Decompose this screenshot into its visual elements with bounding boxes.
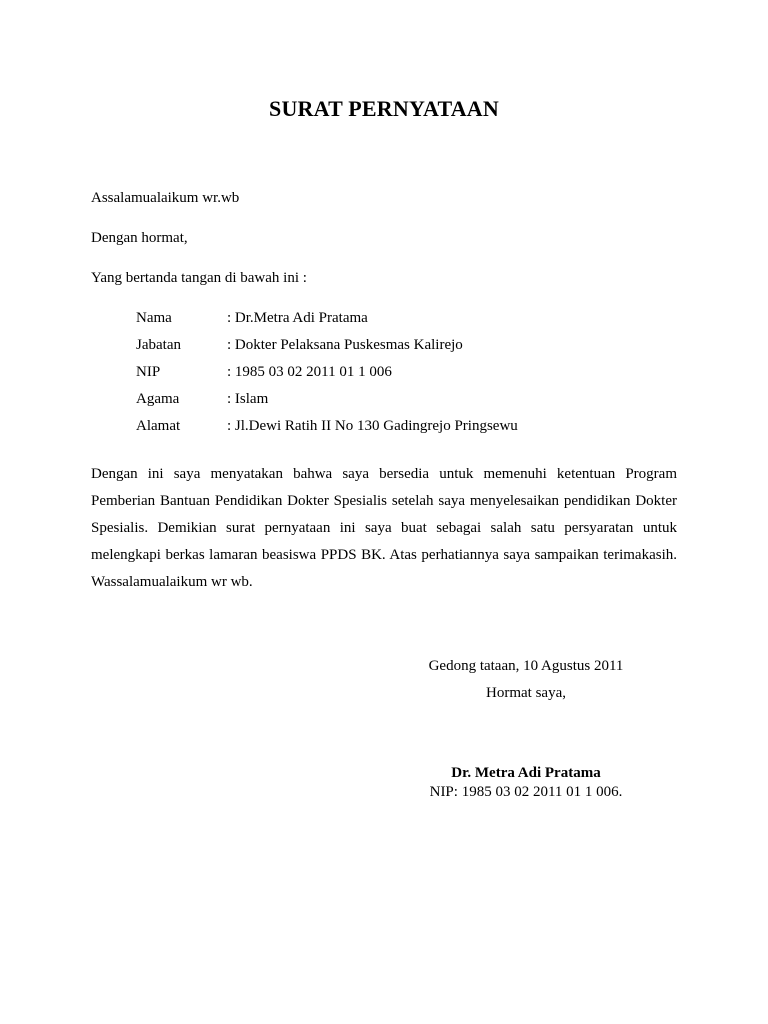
signature-nip: NIP: 1985 03 02 2011 01 1 006. — [429, 784, 623, 800]
statement-line: Pemberian Bantuan Pendidikan Dokter Spesialis setelah saya menyelesaikan pendidikan Dokter — [91, 493, 677, 509]
statement-line: Dengan ini saya menyatakan bahwa saya bersedia untuk memenuhi ketentuan Program — [91, 466, 677, 482]
field-label-nip: NIP — [136, 364, 161, 380]
field-value-alamat: : Jl.Dewi Ratih II No 130 Gadingrejo Pringsewu — [227, 418, 518, 434]
signature-name: Dr. Metra Adi Pratama — [451, 765, 601, 781]
signature-place-date: Gedong tataan, 10 Agustus 2011 — [428, 658, 624, 674]
field-value-jabatan: : Dokter Pelaksana Puskesmas Kalirejo — [227, 337, 463, 353]
field-value-nama: : Dr.Metra Adi Pratama — [227, 310, 368, 326]
statement-line: melengkapi berkas lamaran beasiswa PPDS BK. Atas perhatiannya saya sampaikan terimakasih. — [91, 547, 677, 563]
statement-line: Wassalamualaikum wr wb. — [91, 574, 253, 590]
statement-paragraph — [91, 461, 677, 596]
field-label-agama: Agama — [136, 391, 180, 407]
document-title: SURAT PERNYATAAN — [269, 96, 499, 121]
intro-line: Yang bertanda tangan di bawah ini : — [91, 270, 307, 286]
signature-closing: Hormat saya, — [486, 685, 566, 701]
salutation: Dengan hormat, — [91, 230, 188, 246]
field-label-jabatan: Jabatan — [136, 337, 181, 353]
field-label-alamat: Alamat — [136, 418, 181, 434]
greeting: Assalamualaikum wr.wb — [91, 190, 240, 206]
statement-line: Spesialis. Demikian surat pernyataan ini saya buat sebagai salah satu persyaratan untuk — [91, 520, 677, 536]
field-label-nama: Nama — [136, 310, 172, 326]
field-value-agama: : Islam — [227, 391, 269, 407]
field-value-nip: : 1985 03 02 2011 01 1 006 — [227, 364, 392, 380]
